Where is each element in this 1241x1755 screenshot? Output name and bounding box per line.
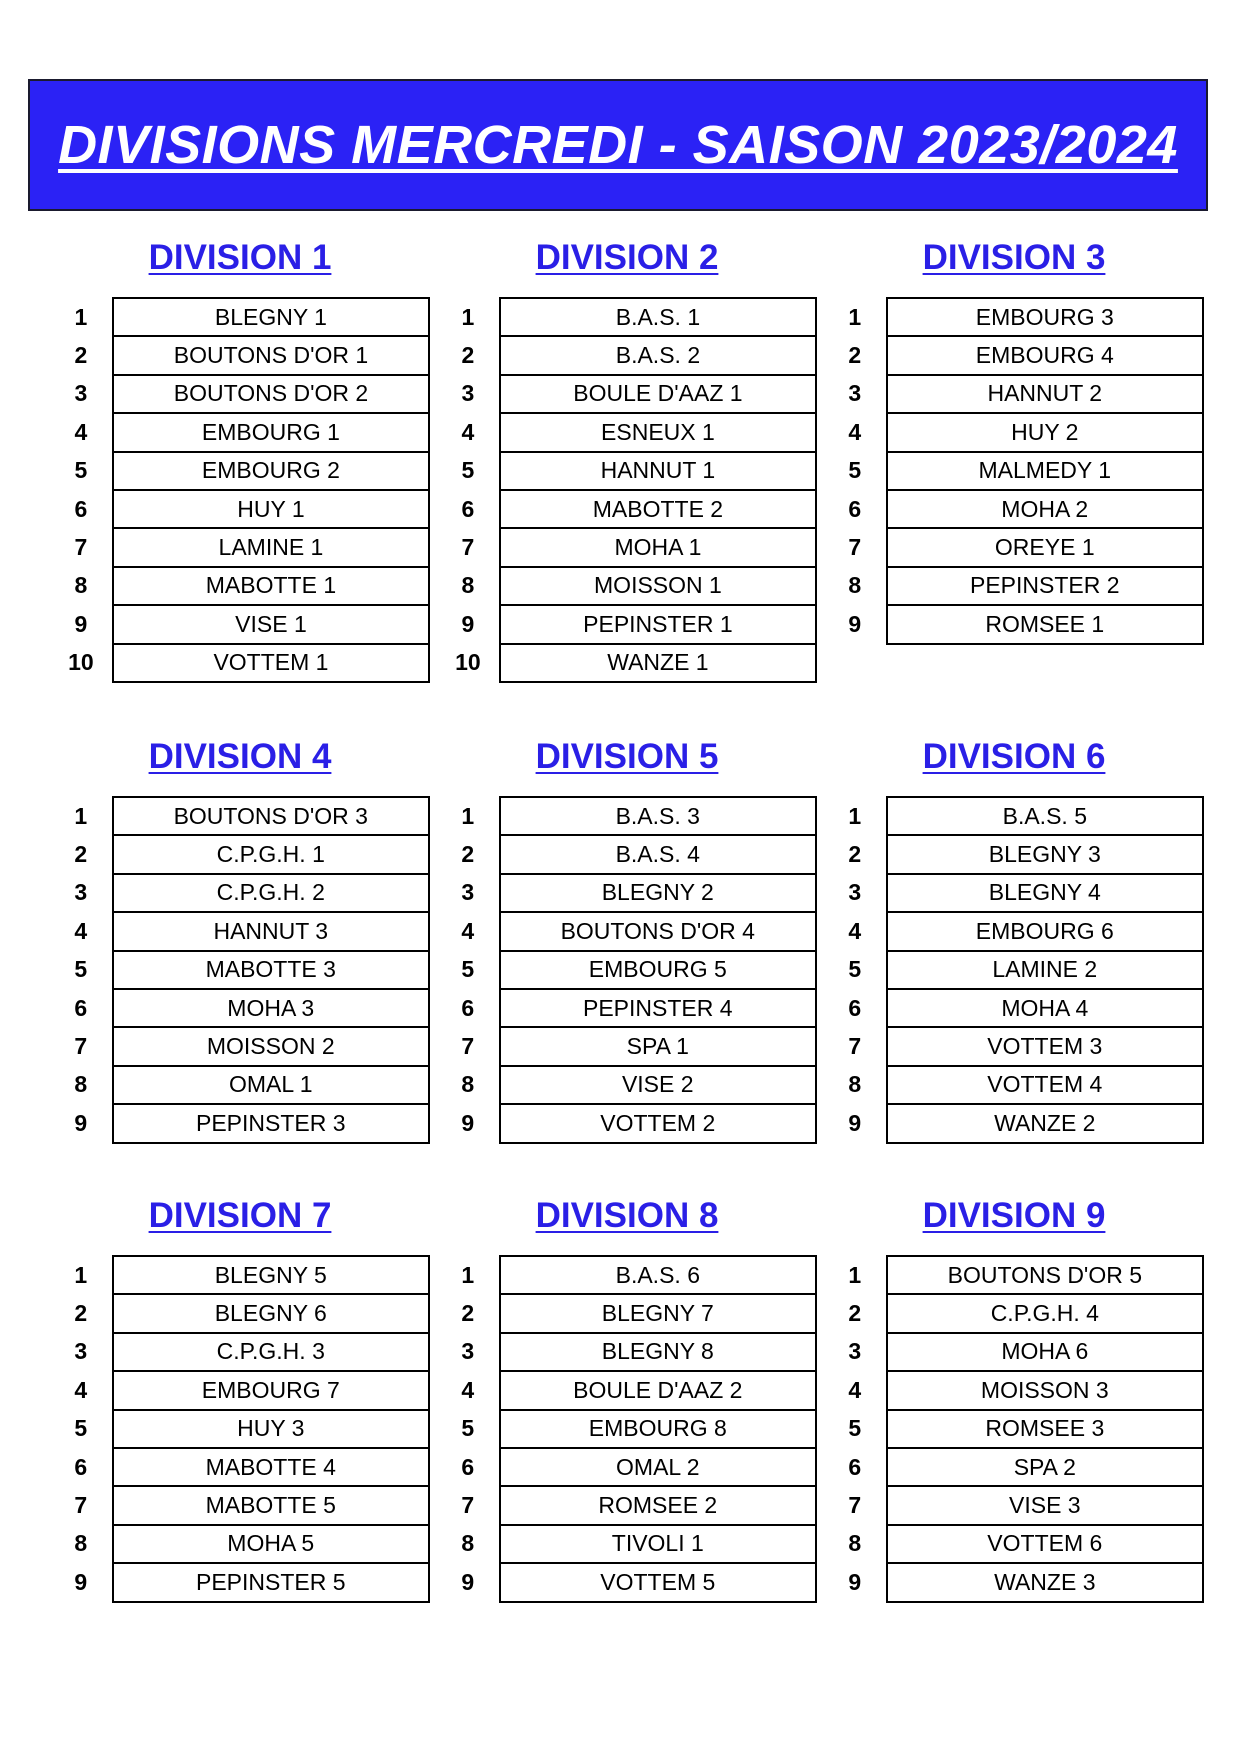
table-row [824,413,1203,451]
table-row [437,605,816,643]
team-rank: 4 [74,917,88,944]
team-name: PEPINSTER 4 [500,989,816,1027]
table-row [50,797,429,835]
team-name: MABOTTE 5 [113,1486,429,1524]
team-rank: 1 [74,1261,88,1288]
team-name: C.P.G.H. 4 [887,1294,1203,1332]
table-row [50,1486,429,1524]
team-name: BLEGNY 2 [500,874,816,912]
team-rank: 6 [461,994,475,1021]
team-table [50,297,430,683]
team-name: BLEGNY 1 [113,298,429,336]
table-row [437,835,816,873]
table-row [50,1333,429,1371]
table-row [50,989,429,1027]
team-rank: 9 [848,1568,862,1595]
table-row [437,375,816,413]
table-row [437,1027,816,1065]
table-row [437,912,816,950]
table-row [437,644,816,682]
team-rank: 2 [848,841,862,868]
team-name: HANNUT 3 [113,912,429,950]
team-rank: 7 [848,534,862,561]
team-name: MALMEDY 1 [887,452,1203,490]
table-row [824,874,1203,912]
team-name: MABOTTE 3 [113,951,429,989]
table-row [50,1410,429,1448]
team-name: BOUTONS D'OR 4 [500,912,816,950]
team-name: BLEGNY 7 [500,1294,816,1332]
table-row [50,874,429,912]
team-name: MABOTTE 2 [500,490,816,528]
team-name: BOUTONS D'OR 1 [113,336,429,374]
team-name: EMBOURG 3 [887,298,1203,336]
team-rank: 8 [848,1071,862,1098]
team-name: ESNEUX 1 [500,413,816,451]
team-rank: 4 [848,917,862,944]
team-name: OMAL 2 [500,1448,816,1486]
team-table [437,1255,817,1603]
table-row [437,1104,816,1142]
team-rank: 10 [455,649,481,676]
team-rank: 2 [461,342,475,369]
team-name: ROMSEE 3 [887,1410,1203,1448]
team-rank: 8 [74,1071,88,1098]
table-row [437,413,816,451]
team-rank: 6 [74,994,88,1021]
team-name: MOHA 1 [500,528,816,566]
table-row [437,1333,816,1371]
table-row [50,912,429,950]
table-row [437,298,816,336]
table-row [437,336,816,374]
team-name: MABOTTE 4 [113,1448,429,1486]
team-name: PEPINSTER 3 [113,1104,429,1142]
team-table [824,1255,1204,1603]
team-rank: 8 [461,1071,475,1098]
team-rank: 3 [74,1338,88,1365]
team-name: BOUTONS D'OR 5 [887,1256,1203,1294]
table-row [437,1410,816,1448]
team-rank: 6 [461,1453,475,1480]
table-row [50,452,429,490]
team-name: VOTTEM 1 [113,644,429,682]
team-rank: 4 [74,1376,88,1403]
team-rank: 3 [848,879,862,906]
team-name: VOTTEM 6 [887,1525,1203,1563]
table-row [824,1104,1203,1142]
table-row [824,567,1203,605]
team-name: SPA 2 [887,1448,1203,1486]
team-rank: 6 [848,994,862,1021]
team-name: OMAL 1 [113,1066,429,1104]
team-rank: 8 [848,572,862,599]
table-row [50,1563,429,1601]
team-name: MOHA 3 [113,989,429,1027]
team-rank: 7 [848,1033,862,1060]
table-row [50,1525,429,1563]
table-row [50,567,429,605]
team-rank: 1 [74,802,88,829]
team-rank: 5 [74,457,88,484]
team-rank: 2 [461,841,475,868]
team-rank: 7 [461,1492,475,1519]
team-name: PEPINSTER 1 [500,605,816,643]
team-name: B.A.S. 4 [500,835,816,873]
team-rank: 9 [74,1568,88,1595]
team-rank: 8 [74,1530,88,1557]
team-name: OREYE 1 [887,528,1203,566]
team-name: B.A.S. 3 [500,797,816,835]
team-rank: 9 [74,610,88,637]
team-name: C.P.G.H. 1 [113,835,429,873]
team-name: BLEGNY 5 [113,1256,429,1294]
team-name: BOULE D'AAZ 2 [500,1371,816,1409]
team-name: EMBOURG 2 [113,452,429,490]
table-row [824,1027,1203,1065]
team-rank: 5 [74,1415,88,1442]
team-rank: 2 [848,342,862,369]
team-name: VOTTEM 2 [500,1104,816,1142]
team-rank: 2 [74,841,88,868]
team-rank: 2 [848,1300,862,1327]
team-rank: 1 [461,303,475,330]
team-name: B.A.S. 2 [500,336,816,374]
table-row [437,1563,816,1601]
team-rank: 3 [461,879,475,906]
team-rank: 9 [461,610,475,637]
team-rank: 2 [461,1300,475,1327]
division-title: DIVISION 3 [922,238,1106,277]
table-row [437,1294,816,1332]
table-row [50,1027,429,1065]
team-rank: 4 [461,917,475,944]
table-row [437,1371,816,1409]
team-rank: 5 [74,956,88,983]
team-rank: 4 [461,418,475,445]
team-name: WANZE 3 [887,1563,1203,1601]
team-name: BOULE D'AAZ 1 [500,375,816,413]
team-name: TIVOLI 1 [500,1525,816,1563]
team-rank: 4 [461,1376,475,1403]
team-name: MOISSON 1 [500,567,816,605]
table-row [437,874,816,912]
team-rank: 7 [461,1033,475,1060]
table-row [50,1256,429,1294]
team-rank: 8 [461,1530,475,1557]
team-table [437,796,817,1144]
team-name: B.A.S. 5 [887,797,1203,835]
table-row [824,605,1203,643]
table-row [824,1486,1203,1524]
table-row [50,413,429,451]
team-rank: 8 [461,572,475,599]
team-rank: 3 [848,1338,862,1365]
table-row [824,375,1203,413]
table-row [824,528,1203,566]
team-rank: 6 [848,1453,862,1480]
team-rank: 6 [461,495,475,522]
team-rank: 9 [74,1109,88,1136]
team-rank: 7 [848,1492,862,1519]
table-row [437,989,816,1027]
division-title: DIVISION 5 [535,737,719,776]
table-row [50,1104,429,1142]
table-row [824,912,1203,950]
team-rank: 6 [848,495,862,522]
division-title: DIVISION 2 [535,238,719,277]
team-name: EMBOURG 4 [887,336,1203,374]
division-title: DIVISION 8 [535,1196,719,1235]
team-name: BOUTONS D'OR 3 [113,797,429,835]
team-rank: 2 [74,1300,88,1327]
team-rank: 7 [74,1492,88,1519]
team-rank: 1 [848,303,862,330]
team-name: MABOTTE 1 [113,567,429,605]
table-row [437,1486,816,1524]
team-name: LAMINE 2 [887,951,1203,989]
team-name: VISE 1 [113,605,429,643]
team-name: C.P.G.H. 2 [113,874,429,912]
team-name: WANZE 2 [887,1104,1203,1142]
team-rank: 5 [848,1415,862,1442]
team-name: VISE 3 [887,1486,1203,1524]
division-title: DIVISION 4 [148,737,332,776]
table-row [50,605,429,643]
table-row [824,452,1203,490]
table-row [824,1448,1203,1486]
team-rank: 5 [461,1415,475,1442]
team-name: VOTTEM 4 [887,1066,1203,1104]
team-name: B.A.S. 1 [500,298,816,336]
team-table [824,297,1204,645]
team-name: MOHA 2 [887,490,1203,528]
team-name: EMBOURG 8 [500,1410,816,1448]
team-name: MOHA 6 [887,1333,1203,1371]
table-row [437,1448,816,1486]
team-rank: 9 [461,1109,475,1136]
team-name: BLEGNY 8 [500,1333,816,1371]
table-row [50,835,429,873]
table-row [824,951,1203,989]
team-rank: 3 [74,879,88,906]
team-name: LAMINE 1 [113,528,429,566]
team-name: ROMSEE 1 [887,605,1203,643]
team-rank: 6 [74,1453,88,1480]
table-row [50,951,429,989]
team-rank: 5 [461,956,475,983]
team-name: EMBOURG 6 [887,912,1203,950]
team-table [437,297,817,683]
team-name: BLEGNY 6 [113,1294,429,1332]
table-row [824,1333,1203,1371]
table-row [824,835,1203,873]
team-name: WANZE 1 [500,644,816,682]
table-row [824,490,1203,528]
team-rank: 3 [74,380,88,407]
team-rank: 9 [848,610,862,637]
division-title: DIVISION 6 [922,737,1106,776]
team-rank: 2 [74,342,88,369]
title-banner [28,79,1208,211]
team-rank: 9 [848,1109,862,1136]
team-rank: 7 [74,1033,88,1060]
team-name: VOTTEM 5 [500,1563,816,1601]
team-rank: 5 [848,457,862,484]
team-name: HUY 3 [113,1410,429,1448]
table-row [50,1448,429,1486]
team-name: BLEGNY 4 [887,874,1203,912]
team-name: EMBOURG 1 [113,413,429,451]
team-rank: 8 [848,1530,862,1557]
team-name: MOHA 5 [113,1525,429,1563]
table-row [50,1294,429,1332]
team-rank: 1 [848,802,862,829]
team-table [50,1255,430,1603]
table-row [437,1066,816,1104]
team-rank: 1 [461,802,475,829]
team-name: VISE 2 [500,1066,816,1104]
team-name: B.A.S. 6 [500,1256,816,1294]
table-row [824,1371,1203,1409]
team-rank: 7 [74,534,88,561]
table-row [50,1066,429,1104]
table-row [437,452,816,490]
team-rank: 1 [848,1261,862,1288]
division-title: DIVISION 7 [148,1196,332,1235]
team-rank: 3 [461,1338,475,1365]
table-row [50,644,429,682]
table-row [824,989,1203,1027]
team-name: EMBOURG 5 [500,951,816,989]
table-row [437,567,816,605]
team-rank: 4 [848,418,862,445]
team-name: SPA 1 [500,1027,816,1065]
team-rank: 8 [74,572,88,599]
team-name: HANNUT 1 [500,452,816,490]
table-row [50,490,429,528]
team-rank: 1 [461,1261,475,1288]
table-row [437,1256,816,1294]
table-row [824,298,1203,336]
team-name: MOISSON 3 [887,1371,1203,1409]
team-rank: 6 [74,495,88,522]
table-row [824,1410,1203,1448]
team-name: C.P.G.H. 3 [113,1333,429,1371]
table-row [437,951,816,989]
table-row [437,490,816,528]
team-rank: 4 [848,1376,862,1403]
team-rank: 5 [848,956,862,983]
team-rank: 3 [461,380,475,407]
team-name: PEPINSTER 5 [113,1563,429,1601]
table-row [824,1563,1203,1601]
table-row [824,336,1203,374]
team-rank: 9 [461,1568,475,1595]
team-name: VOTTEM 3 [887,1027,1203,1065]
team-rank: 4 [74,418,88,445]
division-title: DIVISION 1 [148,238,332,277]
table-row [50,528,429,566]
table-row [50,1371,429,1409]
team-rank: 1 [74,303,88,330]
team-rank: 5 [461,457,475,484]
table-row [437,1525,816,1563]
team-rank: 3 [848,380,862,407]
team-table [50,796,430,1144]
team-name: BOUTONS D'OR 2 [113,375,429,413]
team-rank: 7 [461,534,475,561]
table-row [437,797,816,835]
table-row [50,298,429,336]
team-name: EMBOURG 7 [113,1371,429,1409]
table-row [824,1256,1203,1294]
team-name: BLEGNY 3 [887,835,1203,873]
team-rank: 10 [68,649,94,676]
page-title: DIVISIONS MERCREDI - SAISON 2023/2024 [58,115,1178,175]
team-name: HUY 2 [887,413,1203,451]
table-row [824,797,1203,835]
table-row [50,375,429,413]
division-title: DIVISION 9 [922,1196,1106,1235]
table-row [824,1294,1203,1332]
team-name: MOISSON 2 [113,1027,429,1065]
team-name: PEPINSTER 2 [887,567,1203,605]
team-name: HANNUT 2 [887,375,1203,413]
team-name: MOHA 4 [887,989,1203,1027]
team-name: ROMSEE 2 [500,1486,816,1524]
table-row [824,1525,1203,1563]
table-row [437,528,816,566]
table-row [50,336,429,374]
team-table [824,796,1204,1144]
table-row [824,1066,1203,1104]
team-name: HUY 1 [113,490,429,528]
